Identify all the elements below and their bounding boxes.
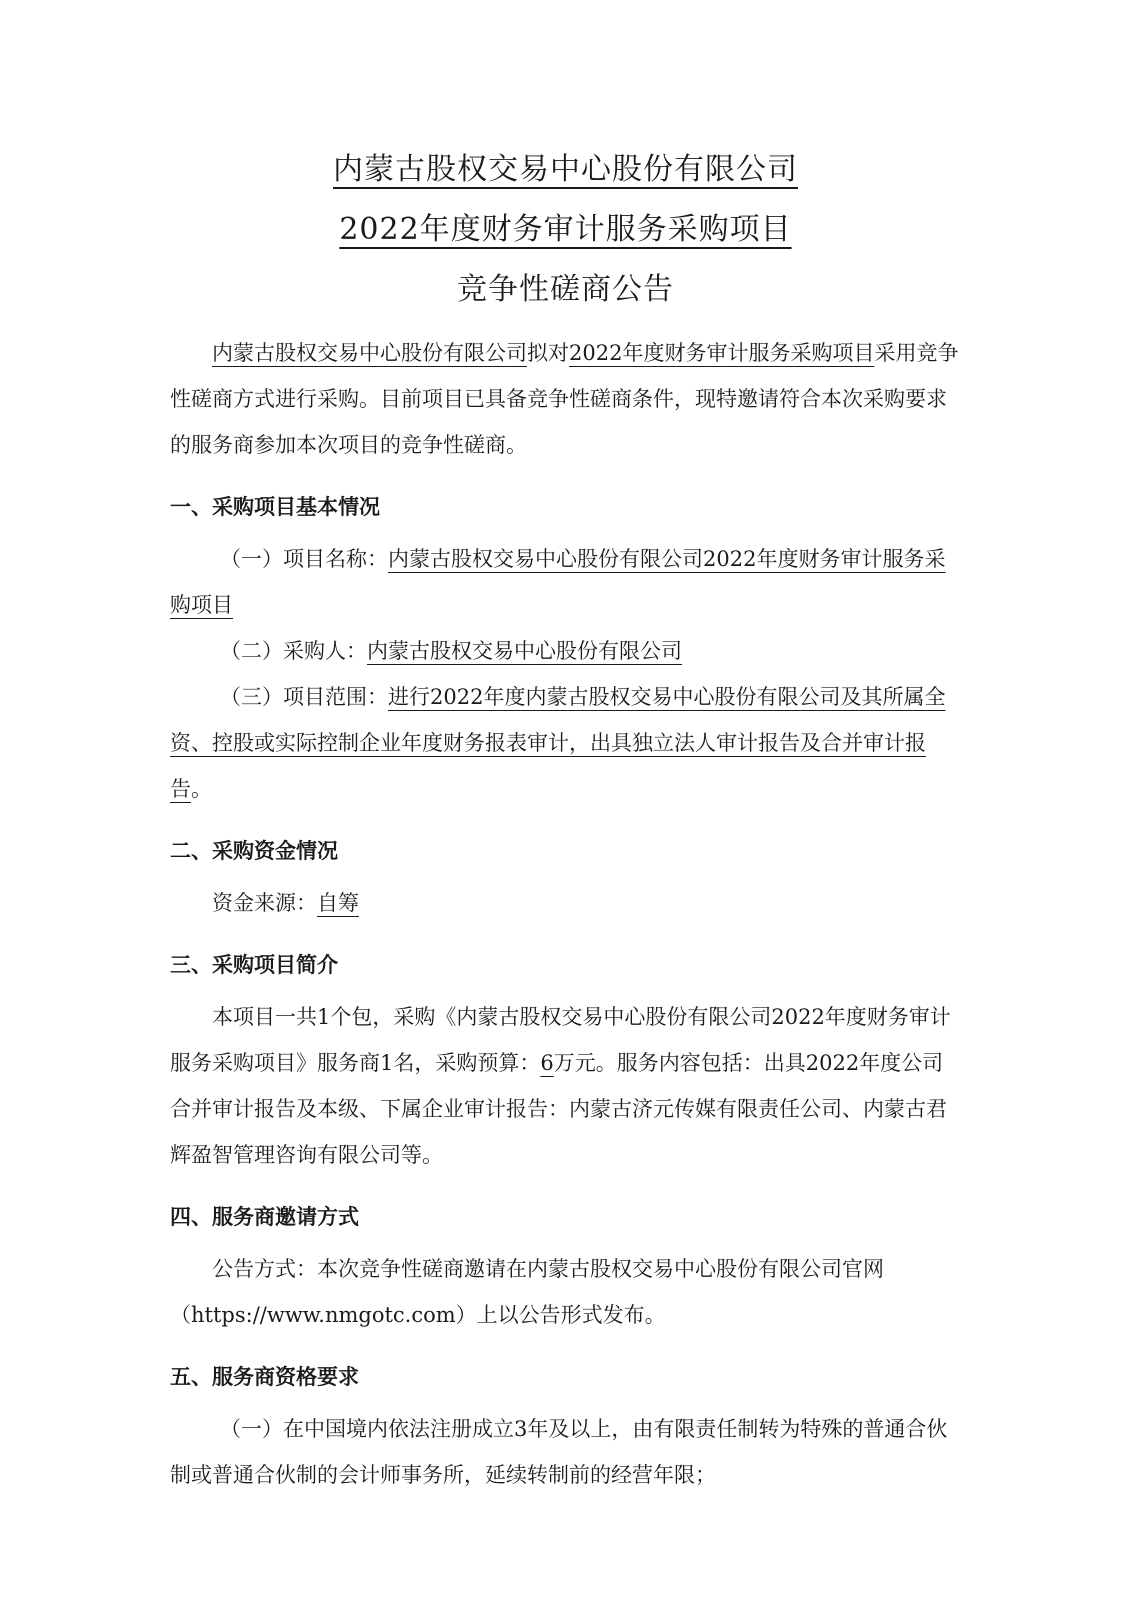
item-3-end: 。: [191, 777, 212, 801]
item-2-label: （二）采购人：: [220, 639, 367, 663]
section-3-paragraph: [170, 994, 960, 1178]
document-title: [0, 140, 1131, 320]
title-line-3: 竞争性磋商公告: [457, 272, 674, 307]
section-3-text-2: 万元。服务内容包括：出具2022年度公司合并审计报告及本级、下属企业审计报告：内蒙古济元传媒有限责任公司、内蒙古君辉盈智管理咨询有限公司等。: [170, 1051, 947, 1167]
section-4-paragraph: 公告方式：本次竞争性磋商邀请在内蒙古股权交易中心股份有限公司官网（https://www.nmgotc.com）上以公告形式发布。: [170, 1257, 884, 1327]
section-2-heading: 二、采购资金情况: [170, 838, 338, 863]
item-1-label: （一）项目名称：: [220, 547, 388, 571]
document-body: [170, 330, 960, 1498]
section-1-heading: 一、采购项目基本情况: [170, 494, 380, 519]
section-5-heading: 五、服务商资格要求: [170, 1364, 359, 1389]
section-3-text-1: 本项目一共1个包，采购《内蒙古股权交易中心股份有限公司2022年度财务审计服务采购项目》服务商1名，采购预算：: [170, 1005, 951, 1075]
section-5-item-1: （一）在中国境内依法注册成立3年及以上，由有限责任制转为特殊的普通合伙制或普通合伙制的会计师事务所，延续转制前的经营年限；: [170, 1417, 948, 1487]
intro-paragraph: [170, 330, 960, 468]
item-3-value: 进行2022年度内蒙古股权交易中心股份有限公司及其所属全资、控股或实际控制企业年度财务报表审计，出具独立法人审计报告及合并审计报告: [170, 685, 946, 801]
section-3-heading: 三、采购项目简介: [170, 952, 338, 977]
intro-text-2: 采用竞争性磋商方式进行采购。目前项目已具备竞争性磋商条件，现特邀请符合本次采购要求的服务商参加本次项目的竞争性磋商。: [170, 341, 959, 457]
section-1-item-2: [170, 628, 960, 674]
item-2-value: 内蒙古股权交易中心股份有限公司: [367, 639, 682, 663]
section-4-heading: 四、服务商邀请方式: [170, 1204, 359, 1229]
funding-source: [170, 880, 960, 926]
intro-project: 2022年度财务审计服务采购项目: [569, 341, 875, 365]
intro-text-1: 拟对: [527, 341, 569, 365]
funding-label: 资金来源：: [212, 891, 317, 915]
funding-value: 自筹: [317, 891, 359, 915]
title-line-1: 内蒙古股权交易中心股份有限公司: [333, 152, 798, 187]
intro-company: 内蒙古股权交易中心股份有限公司: [212, 341, 527, 365]
title-line-2: 2022年度财务审计服务采购项目: [339, 212, 792, 247]
section-1-item-3: [170, 674, 960, 812]
item-1-value: 内蒙古股权交易中心股份有限公司2022年度财务审计服务采购项目: [170, 547, 946, 617]
budget-value: 6: [540, 1051, 554, 1075]
item-3-label: （三）项目范围：: [220, 685, 388, 709]
section-1-item-1: [170, 536, 960, 628]
